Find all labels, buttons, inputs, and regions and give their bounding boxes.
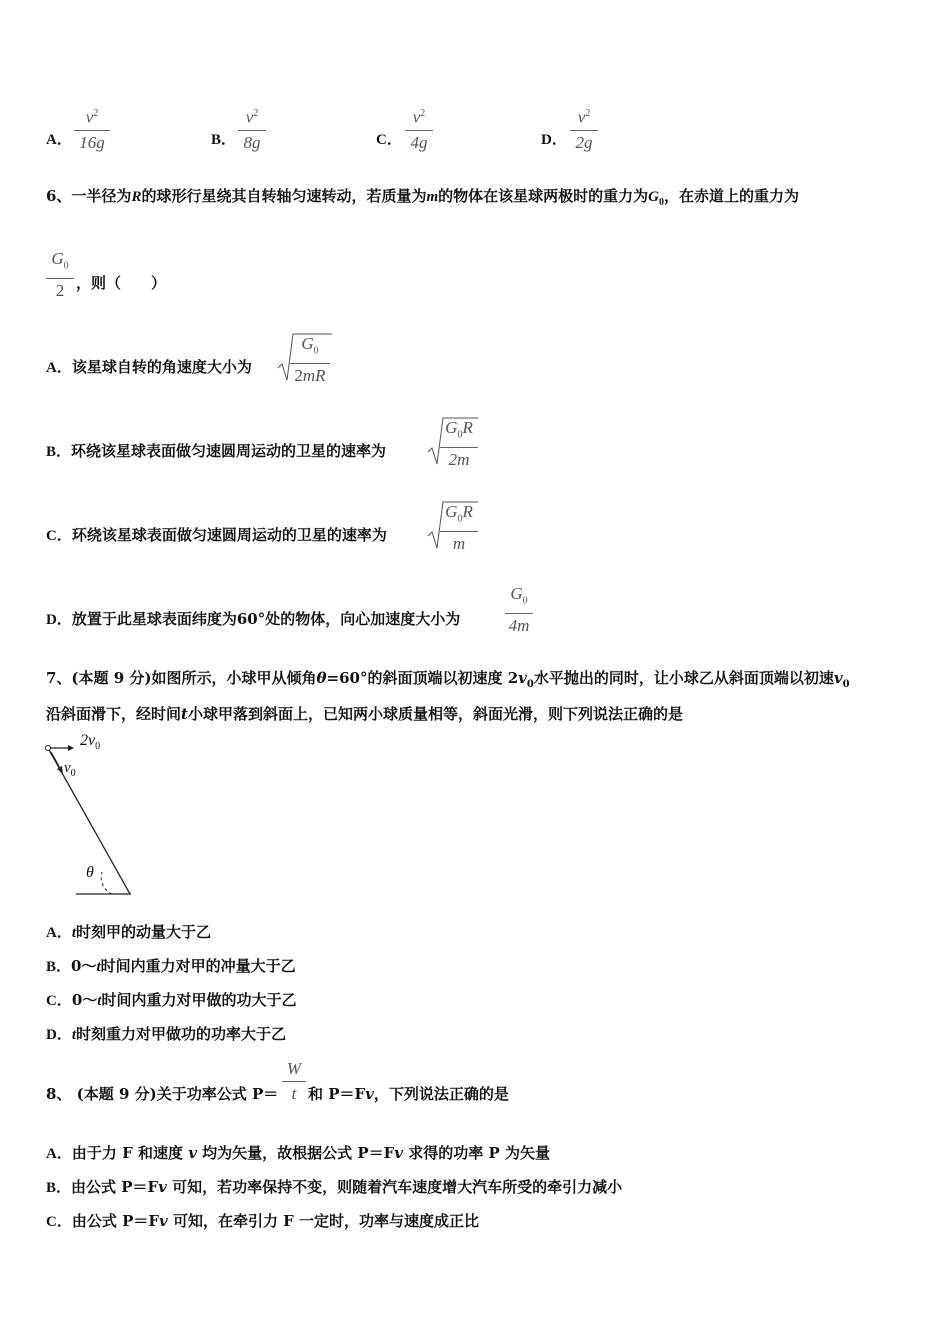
- q8-option-b[interactable]: B．由公式 P＝Fv 可知，若功率保持不变，则随着汽车速度增大汽车所受的牵引力减小: [46, 1178, 623, 1196]
- q5-option-a-label[interactable]: A．: [46, 132, 72, 148]
- q6-option-d-label: D．: [46, 612, 72, 628]
- fig-label-2v0: $2v_0$: [80, 732, 101, 753]
- q5-option-c-fraction: $v^2$ 4g: [405, 104, 433, 153]
- q7-stem-line1: 7、(本题 9 分)如图所示，小球甲从倾角θ=60°的斜面顶端以初速度 $2v_0$水平抛出的同时，让小球乙从斜面顶端以初速$v_0$: [46, 669, 850, 690]
- q6-option-c-fraction: $G_0R$ m: [440, 502, 478, 554]
- q5-option-c-label[interactable]: C．: [376, 132, 402, 148]
- fig-label-v0: $v_0$: [64, 760, 76, 779]
- fig-label-theta: θ: [86, 864, 94, 881]
- q7-stem-line2: 沿斜面滑下，经时间t小球甲落到斜面上，已知两小球质量相等，斜面光滑，则下列说法正确的是: [46, 705, 683, 723]
- q6-stem-end: ，则（ ）: [76, 274, 167, 292]
- q5-option-b-fraction: $v^2$ 8g: [238, 104, 266, 153]
- q8-power-fraction: W t: [282, 1059, 306, 1104]
- q7-option-b[interactable]: B．0～t时间内重力对甲的冲量大于乙: [46, 957, 296, 975]
- q6-option-a-label: A．: [46, 360, 72, 376]
- q6-option-b-label: B．: [46, 444, 72, 460]
- q7-option-d[interactable]: D．t时刻重力对甲做功的功率大于乙: [46, 1025, 287, 1043]
- q7-option-c[interactable]: C．0～t时间内重力对甲做的功大于乙: [46, 991, 297, 1009]
- q8-option-a[interactable]: A．由于力 F 和速度 v 均为矢量，故根据公式 P＝Fv 求得的功率 P 为矢量: [46, 1144, 550, 1162]
- q6-equator-weight-fraction: $G_0$ 2: [46, 249, 74, 301]
- ball-icon: [46, 746, 51, 751]
- q8-option-c[interactable]: C．由公式 P＝Fv 可知，在牵引力 F 一定时，功率与速度成正比: [46, 1212, 480, 1230]
- q5-option-b-label[interactable]: B．: [211, 132, 237, 148]
- q6-option-c[interactable]: C．环绕该星球表面做匀速圆周运动的卫星的速率为: [46, 526, 387, 544]
- q6-stem: 6、一半径为R的球形行星绕其自转轴匀速转动，若质量为m的物体在该星球两极时的重力为$G_0$，在赤道上的重力为: [46, 187, 800, 208]
- q6-option-d-fraction: $G_0$ 4m: [505, 584, 533, 636]
- q6-option-c-label: C．: [46, 528, 72, 544]
- q5-option-a-fraction: $v^2$ 16g: [74, 104, 110, 153]
- q6-option-a-fraction: $G_0$ 2mR: [290, 334, 330, 386]
- q5-option-d-fraction: $v^2$ 2g: [570, 104, 598, 153]
- q6-option-d[interactable]: D．放置于此星球表面纬度为60°处的物体，向心加速度大小为: [46, 610, 461, 628]
- q6-option-a[interactable]: A．该星球自转的角速度大小为: [46, 358, 252, 376]
- angle-arc-icon: [101, 872, 112, 894]
- q8-stem-a: 8、 (本题 9 分)关于功率公式 P＝: [46, 1085, 279, 1103]
- q6-option-b-fraction: $G_0R$ 2m: [440, 418, 478, 470]
- q5-option-d-label[interactable]: D．: [541, 132, 567, 148]
- arrow-v0-icon: [51, 752, 61, 770]
- q6-option-b[interactable]: B．环绕该星球表面做匀速圆周运动的卫星的速率为: [46, 442, 387, 460]
- q8-stem-b: 和 P＝Fv，下列说法正确的是: [308, 1085, 509, 1103]
- q7-option-a[interactable]: A．t时刻甲的动量大于乙: [46, 923, 212, 941]
